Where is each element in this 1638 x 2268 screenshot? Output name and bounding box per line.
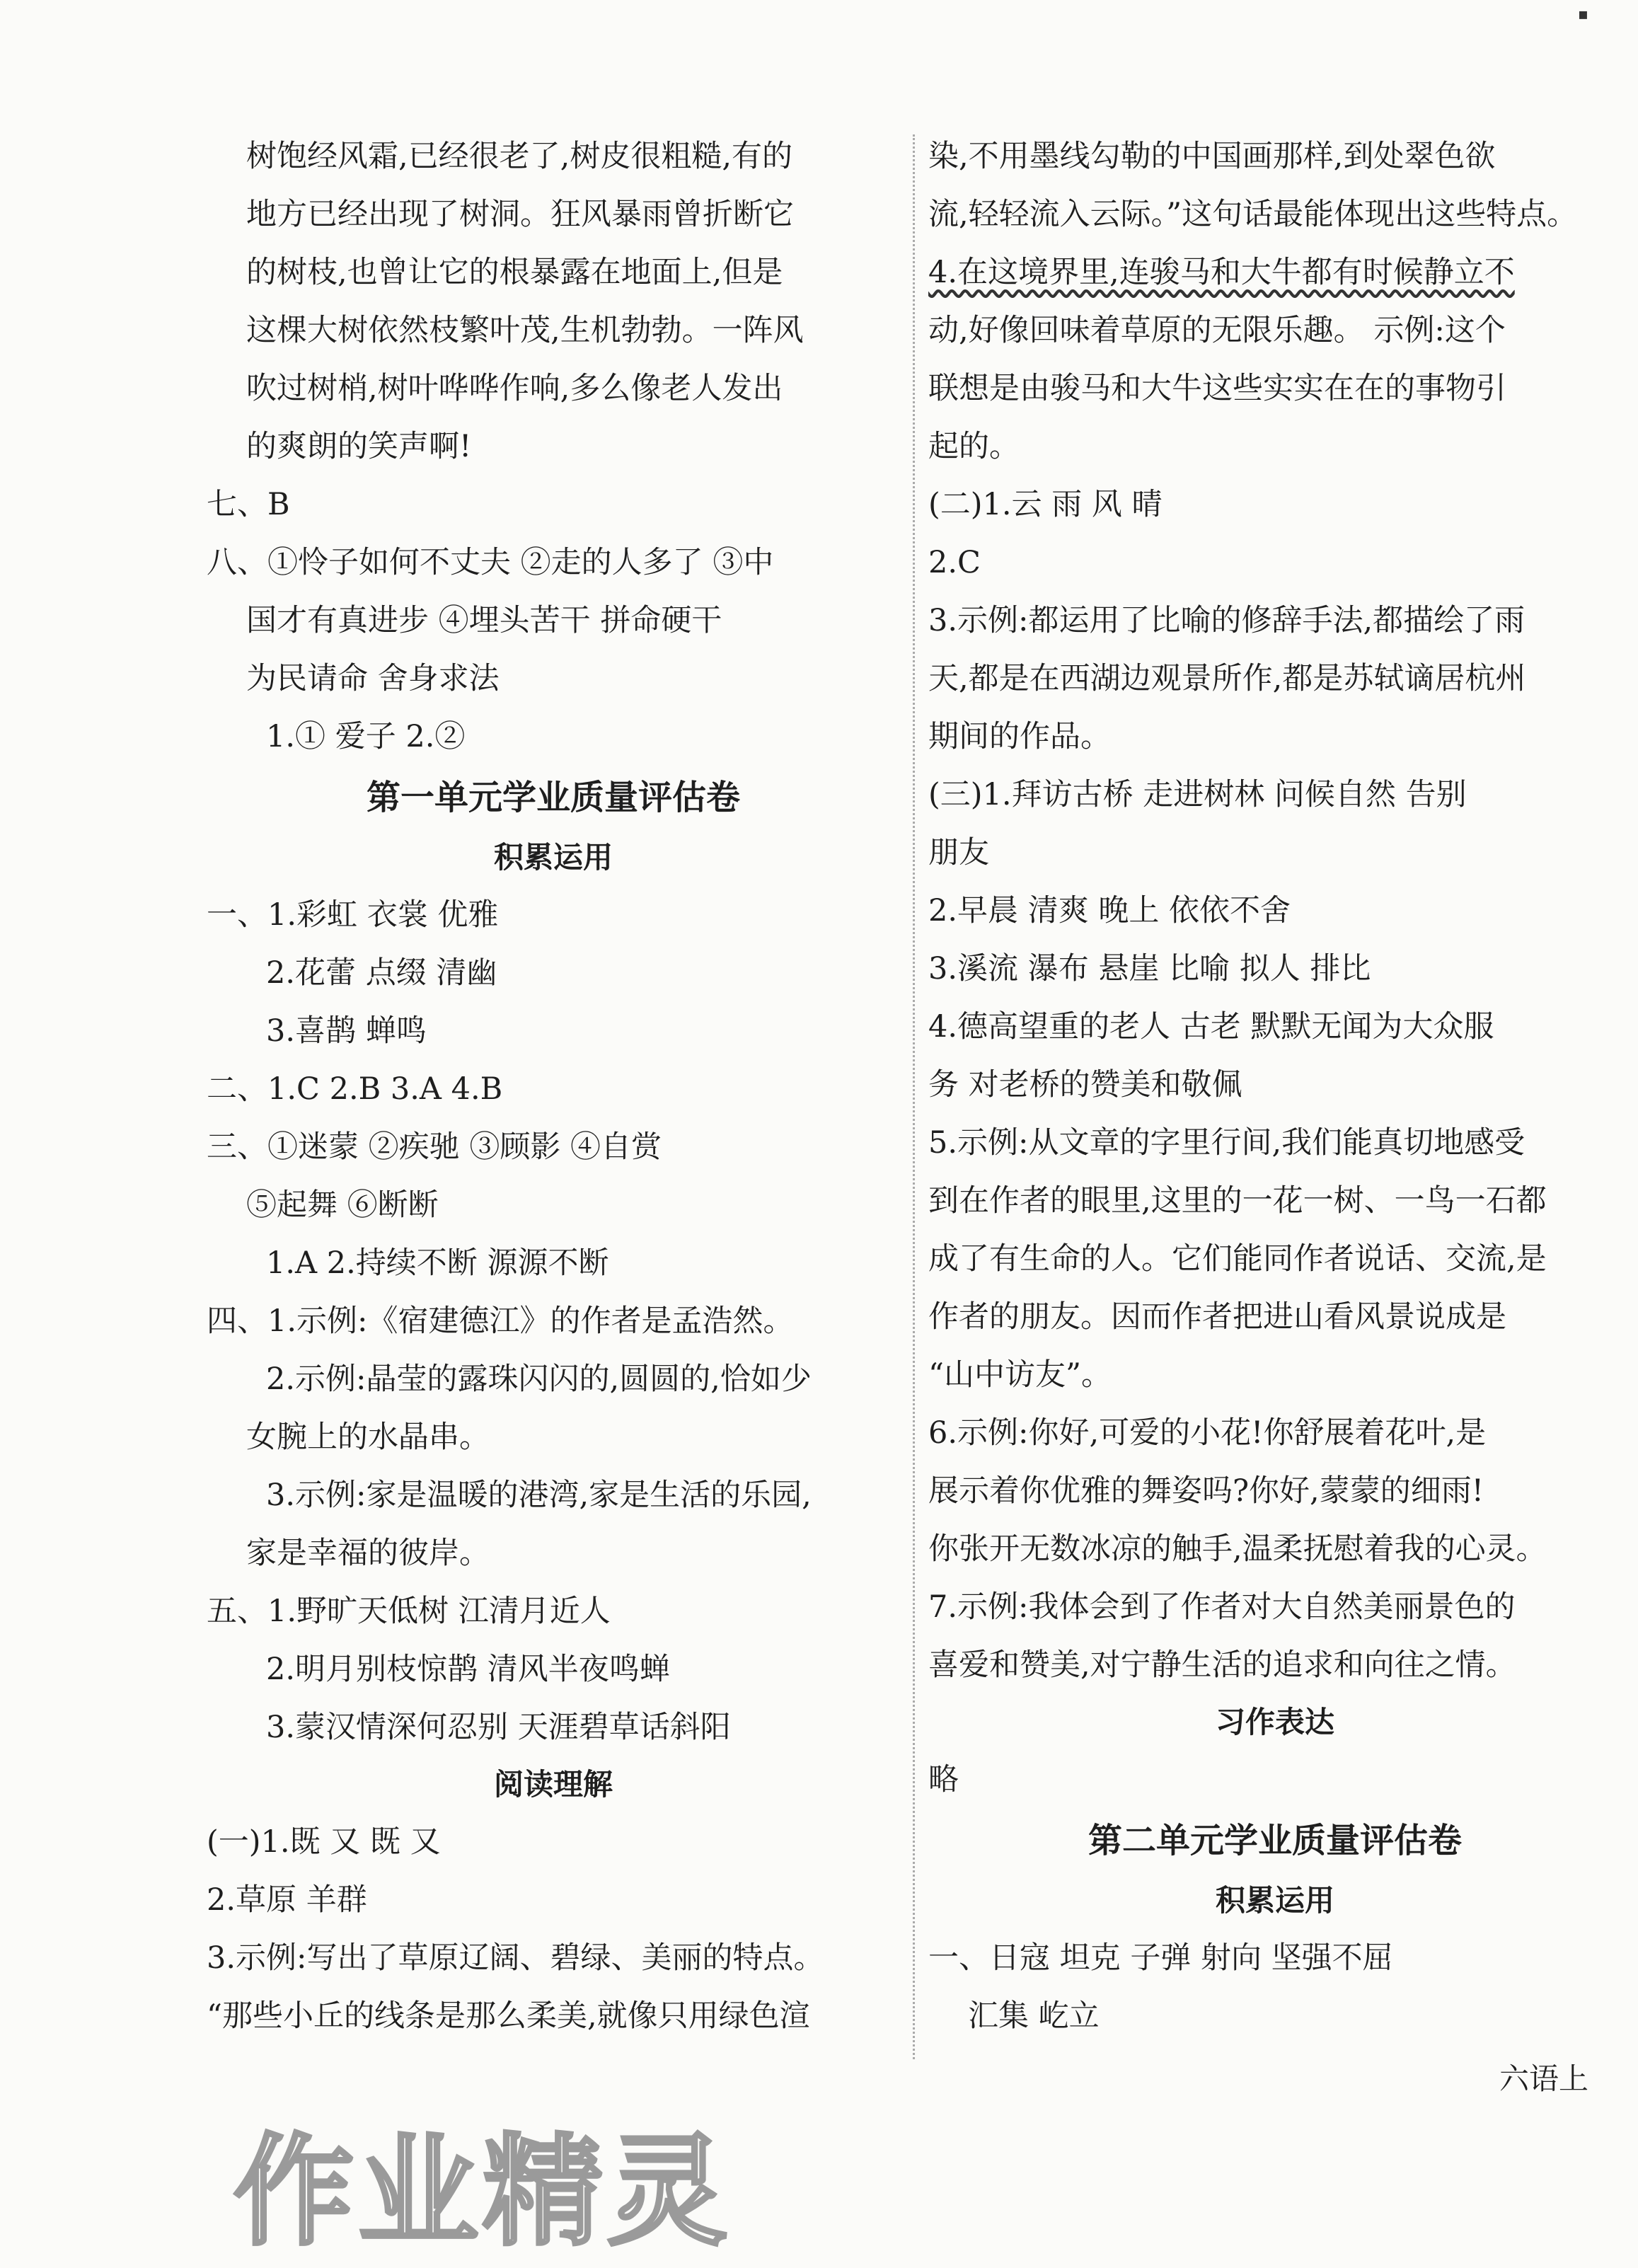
answer-line: 3.蒙汉情深何忍别 天涯碧草话斜阳	[266, 1710, 731, 1745]
section-heading: 第一单元学业质量评估卷	[366, 778, 740, 817]
answer-line: 略	[928, 1762, 959, 1797]
section-heading: 积累运用	[1215, 1883, 1334, 1918]
answer-line: 4.德高望重的老人 古老 默默无闻为大众服	[928, 1009, 1494, 1044]
answer-line: 一、1.彩虹 衣裳 优雅	[207, 897, 499, 933]
answer-line: 4.在这境界里,连骏马和大牛都有时候静立不	[928, 255, 1515, 290]
answer-line: 展示着你优雅的舞姿吗?你好,蒙蒙的细雨!	[928, 1473, 1484, 1509]
answer-line: 女腕上的水晶串。	[246, 1420, 490, 1455]
answer-line: 吹过树梢,树叶哗哗作响,多么像老人发出	[246, 371, 783, 406]
answer-line: 3.喜鹊 蝉鸣	[266, 1013, 427, 1049]
answer-line: 3.溪流 瀑布 悬崖 比喻 拟人 排比	[928, 951, 1371, 986]
answer-line: 2.明月别枝惊鹊 清风半夜鸣蝉	[266, 1652, 670, 1687]
answer-line: 七、B	[207, 487, 290, 522]
answer-line: 汇集 屹立	[968, 1998, 1100, 2034]
answer-line: 6.示例:你好,可爱的小花!你舒展着花叶,是	[928, 1415, 1487, 1451]
answer-line: 五、1.野旷天低树 江清月近人	[207, 1594, 611, 1629]
answer-line: 2.示例:晶莹的露珠闪闪的,圆圆的,恰如少	[266, 1362, 812, 1397]
answer-line: 3.示例:都运用了比喻的修辞手法,都描绘了雨	[928, 603, 1525, 638]
left-column	[207, 127, 900, 2045]
answer-line: 喜爱和赞美,对宁静生活的追求和向往之情。	[928, 1647, 1516, 1683]
watermark: 作业精灵	[233, 2122, 732, 2262]
answer-line: 朋友	[928, 835, 989, 870]
answer-line: 期间的作品。	[928, 719, 1111, 754]
answer-line: ⑤起舞 ⑥断断	[246, 1187, 439, 1223]
answer-line: “山中访友”。	[928, 1357, 1112, 1393]
answer-line: (三)1.拜访古桥 走进树林 问候自然 告别	[928, 777, 1467, 812]
answer-line: 的树枝,也曾让它的根暴露在地面上,但是	[246, 255, 783, 290]
answer-line: 1.A 2.持续不断 源源不断	[266, 1245, 609, 1281]
page-footer: 六语上	[1499, 2061, 1588, 2096]
section-heading: 阅读理解	[493, 1767, 613, 1802]
answer-line: 动,好像回味着草原的无限乐趣。 示例:这个	[928, 313, 1506, 348]
answer-line: 这棵大树依然枝繁叶茂,生机勃勃。一阵风	[246, 313, 804, 348]
answer-line: 你张开无数冰凉的触手,温柔抚慰着我的心灵。	[928, 1531, 1547, 1567]
answer-line: 树饱经风霜,已经很老了,树皮很粗糙,有的	[246, 139, 793, 174]
answer-line: 天,都是在西湖边观景所作,都是苏轼谪居杭州	[928, 661, 1526, 696]
answer-line: 二、1.C 2.B 3.A 4.B	[207, 1071, 503, 1107]
answer-line: 地方已经出现了树洞。狂风暴雨曾折断它	[246, 197, 794, 232]
answer-line: 2.C	[928, 545, 981, 580]
answer-line: 家是幸福的彼岸。	[246, 1536, 490, 1571]
section-heading: 习作表达	[1215, 1705, 1334, 1739]
answer-line: 起的。	[928, 429, 1020, 464]
answer-line: 作者的朋友。因而作者把进山看风景说成是	[928, 1299, 1506, 1335]
page-corner-mark: ▪	[1578, 6, 1588, 23]
answer-line: 三、①迷蒙 ②疾驰 ③顾影 ④自赏	[207, 1129, 662, 1165]
answer-line: 成了有生命的人。它们能同作者说话、交流,是	[928, 1241, 1547, 1277]
answer-line: 染,不用墨线勾勒的中国画那样,到处翠色欲	[928, 139, 1496, 174]
answer-line: 3.示例:写出了草原辽阔、碧绿、美丽的特点。	[207, 1940, 824, 1976]
answer-line: 的爽朗的笑声啊!	[246, 429, 472, 464]
right-column	[928, 127, 1622, 2045]
answer-line: 联想是由骏马和大牛这些实实在在的事物引	[928, 371, 1506, 406]
answer-line: 为民请命 舍身求法	[246, 661, 500, 696]
answer-line: 5.示例:从文章的字里行间,我们能真切地感受	[928, 1125, 1525, 1161]
section-heading: 第二单元学业质量评估卷	[1088, 1821, 1462, 1860]
answer-line: 1.① 爱子 2.②	[266, 719, 466, 754]
answer-line: 四、1.示例:《宿建德江》的作者是孟浩然。	[207, 1303, 794, 1339]
answer-line: 务 对老桥的赞美和敬佩	[928, 1067, 1242, 1103]
section-heading: 积累运用	[493, 840, 613, 875]
answer-line: 2.早晨 清爽 晚上 依依不舍	[928, 893, 1291, 928]
answer-line: 一、日寇 坦克 子弹 射向 坚强不屈	[928, 1940, 1393, 1976]
answer-line: 八、①怜子如何不丈夫 ②走的人多了 ③中	[207, 545, 774, 580]
answer-line: 国才有真进步 ④埋头苦干 拼命硬干	[246, 603, 722, 638]
answer-line: 2.草原 羊群	[207, 1882, 367, 1918]
answer-line: 流,轻轻流入云际。”这句话最能体现出这些特点。	[928, 197, 1578, 232]
answer-line: (二)1.云 雨 风 晴	[928, 487, 1163, 522]
answer-line: 3.示例:家是温暖的港湾,家是生活的乐园,	[266, 1478, 812, 1513]
answer-line: 到在作者的眼里,这里的一花一树、一鸟一石都	[928, 1183, 1547, 1219]
answer-line: (一)1.既 又 既 又	[207, 1824, 441, 1860]
column-divider	[913, 134, 915, 2059]
answer-line: 2.花蕾 点缀 清幽	[266, 955, 497, 991]
answer-line: 7.示例:我体会到了作者对大自然美丽景色的	[928, 1589, 1516, 1625]
answer-line: “那些小丘的线条是那么柔美,就像只用绿色渲	[207, 1998, 810, 2034]
